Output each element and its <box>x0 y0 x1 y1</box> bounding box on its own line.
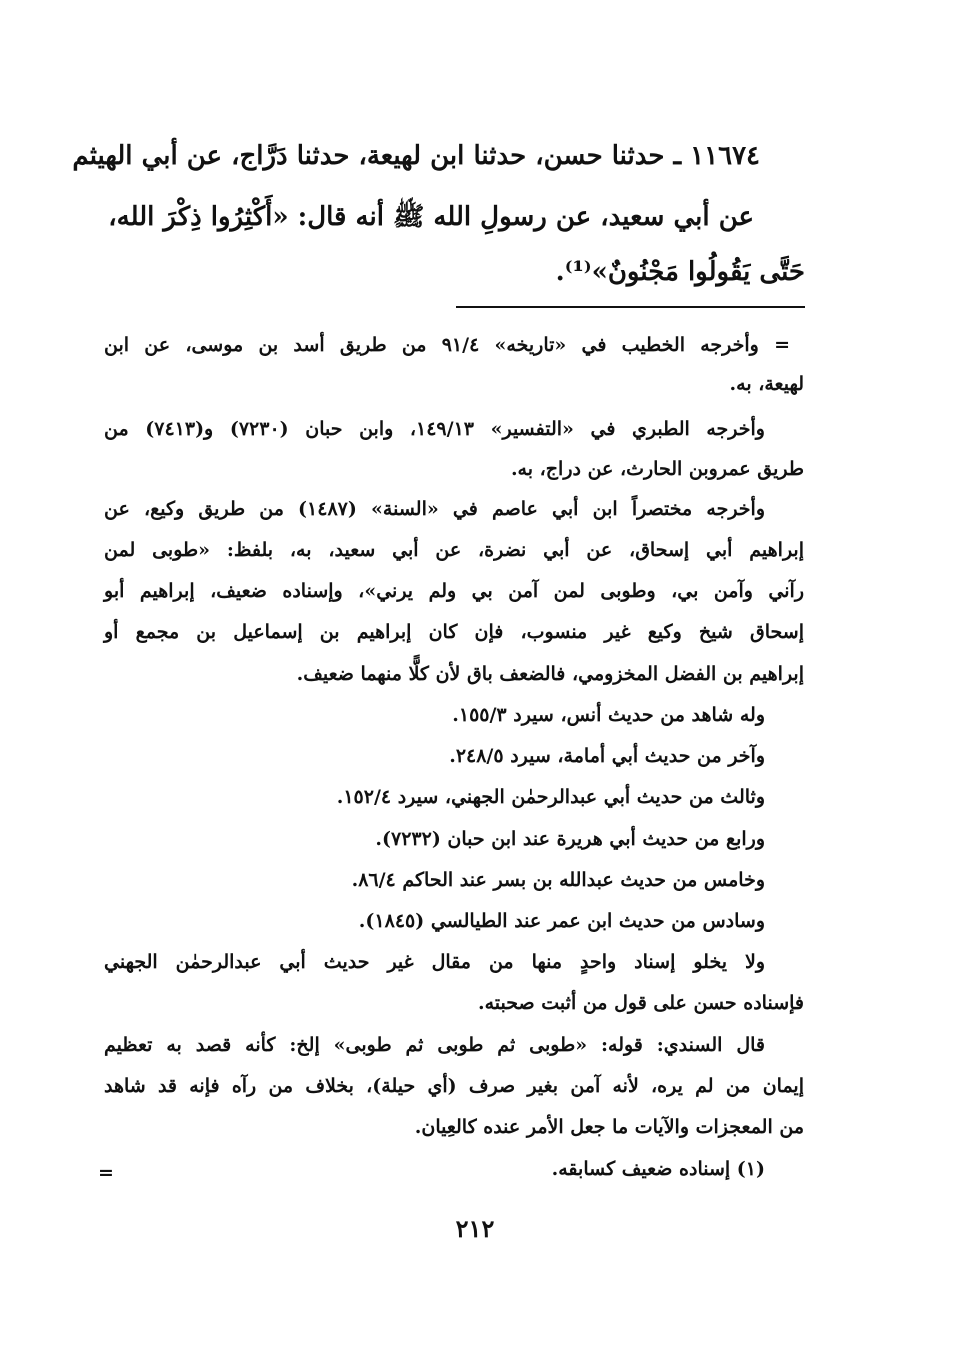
page-number: ٢١٢ <box>455 1214 495 1243</box>
footnote-line: لهيعة، به. <box>729 373 804 395</box>
footnote-line: وأخرجه مختصراً ابن أبي عاصم في «السنة» (١٤٨٧) من طريق وكيع، عن <box>104 498 766 520</box>
footnote-line: وآخر من حديث أبي أمامة، سيرد ٢٤٨/٥. <box>449 745 765 767</box>
footnote-line: فإسناده حسن على قول من أثبت صحبته. <box>477 992 804 1014</box>
footnote-1: (١) إسناده ضعيف كسابقه. <box>551 1158 765 1180</box>
footnote-line: ورابع من حديث أبي هريرة عند ابن حبان (٧٢٣٢). <box>375 828 765 850</box>
hadith-line-2: عن أبي سعيد، عن رسولِ الله ﷺ أنه قال: «أَكْثِرُوا ذِكْرَ الله، <box>108 202 754 232</box>
footnote-line: قال السندي: قوله: «طوبى ثم طوبى ثم طوبى» إلخ: كأنه قصد به تعظيم <box>104 1034 765 1056</box>
footnote-line: وأخرجه الطبري في «التفسير» ١٤٩/١٣، وابن حبان (٧٢٣٠) و(٧٤١٣) من <box>104 418 765 440</box>
footnote-line: طريق عمروبن الحارث، عن دراج، به. <box>510 458 804 480</box>
footnote-line: وله شاهد من حديث أنس، سيرد ١٥٥/٣. <box>452 704 765 726</box>
footnote-line: إبراهيم بن الفضل المخزومي، فالضعف باق لأن كلًّا منهما ضعيف. <box>296 663 804 685</box>
footnote-line: وثالث من حديث أبي عبدالرحمٰن الجهني، سيرد ١٥٢/٤. <box>336 786 765 808</box>
footnote-line: = وأخرجه الخطيب في «تاريخه» ٩١/٤ من طريق أسد بن موسى، عن ابن <box>104 334 790 356</box>
hadith-line-3: حَتَّى يَقُولُوا مَجْنُونٌ»⁽¹⁾. <box>555 257 805 287</box>
footnote-line: وخامس من حديث عبدالله بن بسر عند الحاكم ٨٦/٤. <box>351 869 765 891</box>
continuation-mark: = <box>98 1162 114 1184</box>
hadith-line-1: ١١٦٧٤ ـ حدثنا حسن، حدثنا ابن لهيعة، حدثنا دَرَّاج، عن أبي الهيثم <box>72 141 760 171</box>
footnote-separator <box>456 306 805 308</box>
footnote-line: رآني وآمن بي، وطوبى لمن آمن بي ولم يرني»، وإسناده ضعيف، إبراهيم أبو <box>104 580 804 602</box>
footnote-line: إسحاق شيخ وكيع غير منسوب، فإن كان إبراهيم بن إسماعيل بن مجمع أو <box>104 621 804 643</box>
footnote-line: ولا يخلو إسناد واحدٍ منها من مقال غير حديث أبي عبدالرحمٰن الجهني <box>104 951 765 973</box>
footnote-line: وسادس من حديث ابن عمر عند الطيالسي (١٨٤٥). <box>358 910 765 932</box>
footnote-line: من المعجزات والآيات ما جعل الأمر عنده كالعِيان. <box>414 1116 804 1138</box>
footnote-line: إيمان من لم يره، لأنه آمن بغير صرف (أي حيلة)، بخلاف من رآه فإنه قد شاهد <box>104 1075 804 1097</box>
footnote-line: إبراهيم أبي إسحاق، عن أبي نضرة، عن أبي سعيد، به، بلفظ: «طوبى لمن <box>104 539 804 561</box>
